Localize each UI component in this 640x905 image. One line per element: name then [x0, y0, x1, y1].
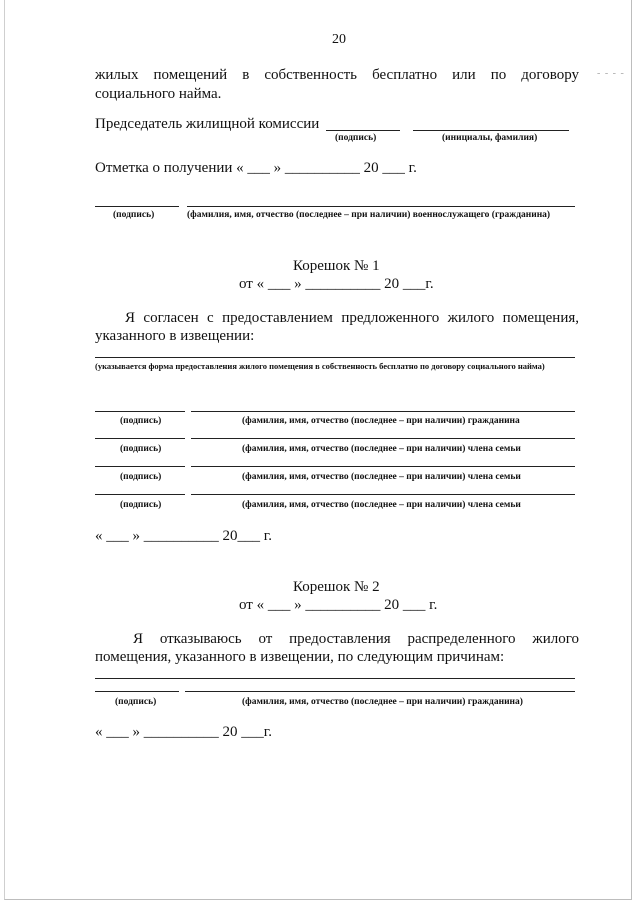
document-page: [4, 0, 632, 900]
chairman-signature-line: [326, 130, 400, 131]
stub1-name3-line: [191, 466, 575, 467]
stub1-name4-caption: (фамилия, имя, отчество (последнее – при наличии) члена семьи: [242, 500, 521, 510]
serviceman-name-caption: (фамилия, имя, отчество (последнее – при наличии) военнослужащего (гражданина): [187, 210, 551, 220]
serviceman-signature-line: [95, 206, 179, 207]
chairman-signature-caption: (подпись): [335, 133, 377, 143]
stub1-date: от « ___ » __________ 20 ___г.: [239, 276, 434, 292]
receipt-mark: Отметка о получении « ___ » __________ 20 ___ г.: [95, 160, 417, 176]
stub2-reason-line: [95, 678, 575, 679]
top-paragraph-line-2: социального найма.: [95, 86, 222, 102]
stub2-bottom-date: « ___ » __________ 20 ___г.: [95, 724, 272, 740]
stub1-form-line: [95, 357, 575, 358]
stub2-sig-line: [95, 691, 179, 692]
serviceman-name-line: [187, 206, 575, 207]
page-number: 20: [332, 32, 346, 47]
chairman-name-line: [413, 130, 569, 131]
stub1-bottom-date: « ___ » __________ 20___ г.: [95, 528, 272, 544]
stub2-sig-caption: (подпись): [115, 697, 157, 707]
chairman-label: Председатель жилищной комиссии: [95, 116, 320, 132]
serviceman-signature-caption: (подпись): [113, 210, 155, 220]
stub1-form-caption: (указывается форма предоставления жилого помещения в собственность бесплатно по договору социального найма): [95, 361, 545, 371]
top-paragraph-line-1: жилых помещений в собственность бесплатно или по договору: [95, 67, 579, 83]
chairman-name-caption: (инициалы, фамилия): [442, 133, 538, 143]
margin-mark: - - - -: [597, 68, 625, 79]
stub2-date: от « ___ » __________ 20 ___ г.: [239, 597, 438, 613]
stub1-name2-line: [191, 438, 575, 439]
stub1-sig1-line: [95, 411, 185, 412]
stub2-title: Корешок № 2: [293, 579, 380, 595]
stub1-name2-caption: (фамилия, имя, отчество (последнее – при наличии) члена семьи: [242, 444, 521, 454]
stub1-name3-caption: (фамилия, имя, отчество (последнее – при наличии) члена семьи: [242, 472, 521, 482]
stub1-title: Корешок № 1: [293, 258, 380, 274]
stub1-sig2-caption: (подпись): [120, 444, 162, 454]
stub2-name-caption: (фамилия, имя, отчество (последнее – при наличии) гражданина): [242, 697, 523, 707]
stub1-sig4-caption: (подпись): [120, 500, 162, 510]
stub1-sig1-caption: (подпись): [120, 416, 162, 426]
stub1-name1-line: [191, 411, 575, 412]
stub1-sig3-caption: (подпись): [120, 472, 162, 482]
stub1-sig3-line: [95, 466, 185, 467]
stub1-consent-line-1: Я согласен с предоставлением предложенного жилого помещения,: [125, 310, 579, 326]
stub2-refuse-line-2: помещения, указанного в извещении, по следующим причинам:: [95, 649, 505, 665]
stub2-refuse-line-1: Я отказываюсь от предоставления распределенного жилого: [133, 631, 579, 647]
stub1-consent-line-2: указанного в извещении:: [95, 328, 255, 344]
stub2-name-line: [185, 691, 575, 692]
stub1-sig2-line: [95, 438, 185, 439]
stub1-name4-line: [191, 494, 575, 495]
stub1-sig4-line: [95, 494, 185, 495]
stub1-name1-caption: (фамилия, имя, отчество (последнее – при наличии) гражданина: [242, 416, 520, 426]
